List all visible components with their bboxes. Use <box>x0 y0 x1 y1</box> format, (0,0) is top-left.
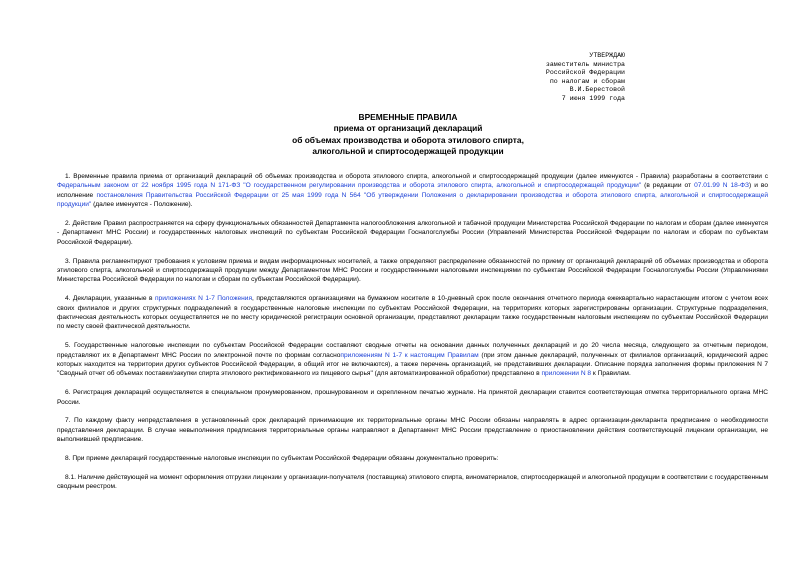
spacer <box>57 247 768 256</box>
federal-law-link[interactable]: Федеральным законом от 22 ноября 1995 года N 171-ФЗ "О государственном регулировании производства и оборота этилового спирта, алкогольной и спиртосодержащей продукции" <box>57 182 642 190</box>
spacer <box>57 210 768 219</box>
paragraph-5 <box>57 341 768 379</box>
government-decree-link[interactable]: постановления Правительства Российской Федерации от 25 мая 1999 года N 564 "Об утверждении Положения о декларировании производства и оборота этилового спирта, алкогольной и спиртосодержащей продукции" <box>57 191 768 209</box>
document-body <box>57 172 768 492</box>
amendment-link[interactable]: 07.01.99 N 18-ФЗ <box>694 182 750 190</box>
title-line: об объемах производства и оборота этилового спирта, <box>292 134 524 145</box>
approval-line: Российской Федерации <box>545 69 625 77</box>
approval-line: 7 июня 1999 года <box>561 94 625 102</box>
document-title <box>200 112 616 157</box>
spacer <box>57 285 768 294</box>
approval-line: УТВЕРЖДАЮ <box>589 52 625 59</box>
approval-line: заместитель министра <box>545 60 625 68</box>
rules-appendices-link[interactable]: приложениям N 1-7 к настоящим Правилам <box>340 351 479 359</box>
approval-line: В.И.Берестовой <box>569 86 625 94</box>
title-line: алкогольной и спиртосодержащей продукции <box>312 145 504 156</box>
appendix-8-link[interactable]: приложении N 8 <box>541 370 592 378</box>
paragraph-text: к Правилам. <box>591 370 631 378</box>
paragraph-7: 7. По каждому факту непредставления в установленный срок деклараций принимающие их территориальные органы МНС России обязаны направлять в адрес организации-декларанта предписание о необходимости представления декларации. В случае невыполнения предписания территориальные органы направляют в Департамент МНС России представление о приостановлении действия соответствующей лицензии организации, не выполнившей предписание. <box>57 417 768 444</box>
regulation-appendix-link[interactable]: приложениях N 1-7 Положения <box>154 295 253 303</box>
paragraph-6: 6. Регистрация деклараций осуществляется в специальном пронумерованном, прошнурованном и скрепленном печатью журнале. На принятой декларации ставится соответствующая отметка территориального органа МНС России. <box>57 389 768 406</box>
spacer <box>57 463 768 472</box>
title-line: ВРЕМЕННЫЕ ПРАВИЛА <box>358 112 458 122</box>
title-line: приема от организаций деклараций <box>333 123 483 134</box>
paragraph-text: ) и во исполнение <box>57 182 768 199</box>
paragraph-text: , представляются организациями на бумажном носителе в 10-дневный срок после окончания отчетного периода ежеквартально нарастающим итогом с учетом всех своих филиалов и других структурных подразделений в государственные налоговые инспекции по субъектам Российской Федерации, на территориях которых зарегистрированы организации. Структурные подразделения, фактическая деятельность которых осуществляется не по месту юридической регистрации основной организации, представляют декларации также государственным налоговым инспекциям по субъектам Российской Федерации по месту своей фактической деятельности. <box>57 295 769 331</box>
paragraph-8: 8. При приеме деклараций государственные налоговые инспекции по субъектам Российской Федерации обязаны документально проверить: <box>65 455 499 463</box>
spacer <box>57 332 768 341</box>
paragraph-text: 4. Декларации, указанные в <box>65 295 155 303</box>
paragraph-3: 3. Правила регламентируют требования к условиям приема и видам информационных носителей, а также определяют распределение обязанностей по приему от организаций деклараций об объемах производства и оборота этилового спирта, алкогольной и спиртосодержащей продукции между Департаментом МНС России и государственными налоговыми инспекциями по субъектам Российской Федерации Госналогслужбы России (Управлениями Министерства Российской Федерации по налогам и сборам по субъектам Российской Федерации). <box>57 257 768 284</box>
spacer <box>57 407 768 416</box>
approval-stamp <box>513 52 625 104</box>
paragraph-text: 1. Временные правила приема от организаций деклараций об объемах производства и оборота этилового спирта, алкогольной и спиртосодержащей продукции (далее именуются - Правила) разработаны в соответствии с <box>65 173 768 180</box>
paragraph-text: (далее именуется - Положение). <box>91 201 193 209</box>
spacer <box>57 445 768 454</box>
approval-line: по налогам и сборам <box>549 77 625 85</box>
paragraph-text: 5. Государственные налоговые инспекции по субъектам Российской Федерации составляют сводные отчеты на основании данных полученных деклараций и до 20 числа месяца, следующего за отчетным периодом, представляют их в Департамент МНС России по электронной почте по формам согласно <box>57 342 768 359</box>
paragraph-8-1: 8.1. Наличие действующей на момент оформления отгрузки лицензии у организации-получателя (поставщика) этилового спирта, виноматериалов, спиртосодержащей и алкогольной продукции в соответствии с государственным сводным реестром. <box>57 473 768 491</box>
paragraph-1 <box>57 172 768 210</box>
paragraph-text: (при этом данные деклараций, полученных от филиалов организаций, юридический адрес которых находится на территории других субъектов Российской Федерации, в общий итог не включаются), а также перечень организаций, не представивших декларации. Описание порядка заполнения формы приложения N 7 "Сводный отчет об объемах поставки/закупки спирта этилового ректификованного из пищевого сырья" (для автоматизированной обработки) представлено в <box>57 351 768 378</box>
paragraph-4 <box>57 294 768 332</box>
paragraph-text: (в редакции от <box>641 182 695 190</box>
spacer <box>57 379 768 388</box>
paragraph-2: 2. Действие Правил распространяется на сферу функциональных обязанностей Департамента налогообложения алкогольной и табачной продукции Министерства Российской Федерации по налогам и сборам (далее именуется - Департамент МНС России) и государственных налоговых инспекций по субъектам Российской Федерации Госналогслужбы России (Управлений Министерства Российской Федерации по налогам и сборам по субъектам Российской Федерации). <box>57 220 768 246</box>
